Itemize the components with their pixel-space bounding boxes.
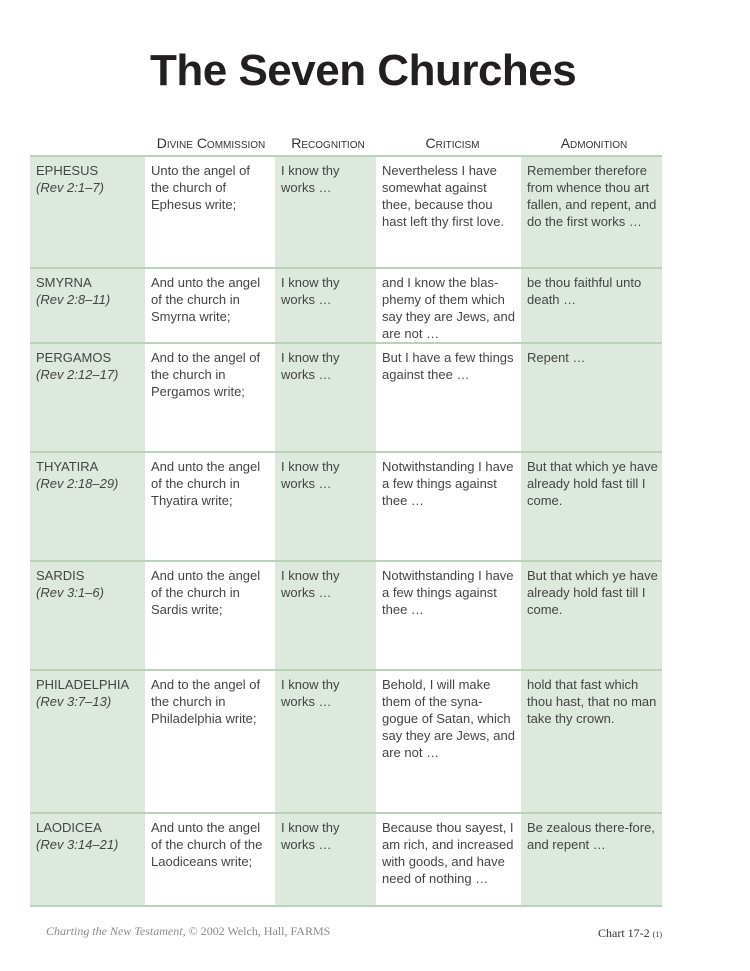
divine-commission-cell: Unto the angel of the church of Ephesus write; <box>145 157 275 267</box>
scripture-reference: (Rev 2:8–11) <box>36 292 111 307</box>
recognition-cell: I know thy works … <box>275 269 376 342</box>
recognition-cell: I know thy works … <box>275 562 376 669</box>
scripture-reference: (Rev 3:1–6) <box>36 585 104 600</box>
table-row <box>30 814 662 907</box>
divine-commission-cell: And unto the angel of the church of the Laodiceans write; <box>145 814 275 905</box>
church-name: SARDIS <box>36 568 85 583</box>
table-row <box>30 157 662 269</box>
page-title: The Seven Churches <box>150 46 577 95</box>
footer-book-title: Charting the New Testament <box>46 924 183 938</box>
churches-table <box>30 155 662 907</box>
church-name: PERGAMOS <box>36 350 112 365</box>
admonition-cell: be thou faithful unto death … <box>521 269 662 342</box>
scripture-reference: (Rev 2:12–17) <box>36 367 119 382</box>
admonition-cell: Be zealous there-fore, and repent … <box>521 814 662 905</box>
admonition-cell: Repent … <box>521 344 662 451</box>
church-name: PHILADELPHIA <box>36 677 130 692</box>
divine-commission-cell: And unto the angel of the church in Sardis write; <box>145 562 275 669</box>
chart-sub-label: (1) <box>652 930 662 939</box>
footer-chart-number <box>598 926 662 941</box>
scripture-reference: (Rev 2:1–7) <box>36 180 104 195</box>
header-admonition: Admonition <box>560 135 628 151</box>
header-divine-commission: Divine Commission <box>156 135 266 151</box>
recognition-cell: I know thy works … <box>275 671 376 812</box>
divine-commission-cell: And unto the angel of the church in Smyrna write; <box>145 269 275 342</box>
criticism-cell: Notwithstanding I have a few things against thee … <box>376 562 521 669</box>
header-criticism: Criticism <box>425 135 480 151</box>
admonition-cell: But that which ye have already hold fast till I come. <box>521 562 662 669</box>
church-name: THYATIRA <box>36 459 99 474</box>
admonition-cell: hold that fast which thou hast, that no man take thy crown. <box>521 671 662 812</box>
footer-credit <box>46 924 330 939</box>
header-recognition: Recognition <box>291 135 365 151</box>
church-name: SMYRNA <box>36 275 92 290</box>
criticism-cell: Because thou sayest, I am rich, and increased with goods, and have need of nothing … <box>376 814 521 905</box>
table-row <box>30 562 662 671</box>
footer-copyright: , © 2002 Welch, Hall, FARMS <box>182 924 331 938</box>
criticism-cell: Notwithstanding I have a few things against thee … <box>376 453 521 560</box>
recognition-cell: I know thy works … <box>275 814 376 905</box>
divine-commission-cell: And to the angel of the church in Philadelphia write; <box>145 671 275 812</box>
divine-commission-cell: And unto the angel of the church in Thyatira write; <box>145 453 275 560</box>
scripture-reference: (Rev 2:18–29) <box>36 476 119 491</box>
recognition-cell: I know thy works … <box>275 157 376 267</box>
church-cell <box>30 814 145 905</box>
criticism-cell: and I know the blas-phemy of them which say they are Jews, and are not … <box>376 269 521 342</box>
table-row <box>30 344 662 453</box>
church-cell <box>30 671 145 812</box>
recognition-cell: I know thy works … <box>275 344 376 451</box>
recognition-cell: I know thy works … <box>275 453 376 560</box>
table-row <box>30 453 662 562</box>
criticism-cell: But I have a few things against thee … <box>376 344 521 451</box>
church-cell <box>30 562 145 669</box>
church-name: LAODICEA <box>36 820 102 835</box>
church-cell <box>30 344 145 451</box>
table-row <box>30 269 662 344</box>
divine-commission-cell: And to the angel of the church in Pergamos write; <box>145 344 275 451</box>
church-cell <box>30 269 145 342</box>
church-cell <box>30 157 145 267</box>
criticism-cell: Behold, I will make them of the syna-gogue of Satan, which say they are Jews, and are not … <box>376 671 521 812</box>
table-header <box>30 118 662 156</box>
admonition-cell: Remember therefore from whence thou art fallen, and repent, and do the first works … <box>521 157 662 267</box>
scripture-reference: (Rev 3:14–21) <box>36 837 119 852</box>
scripture-reference: (Rev 3:7–13) <box>36 694 112 709</box>
chart-label: Chart 17-2 <box>598 926 650 940</box>
table-row <box>30 671 662 814</box>
admonition-cell: But that which ye have already hold fast till I come. <box>521 453 662 560</box>
church-cell <box>30 453 145 560</box>
church-name: EPHESUS <box>36 163 99 178</box>
criticism-cell: Nevertheless I have somewhat against thee, because thou hast left thy first love. <box>376 157 521 267</box>
